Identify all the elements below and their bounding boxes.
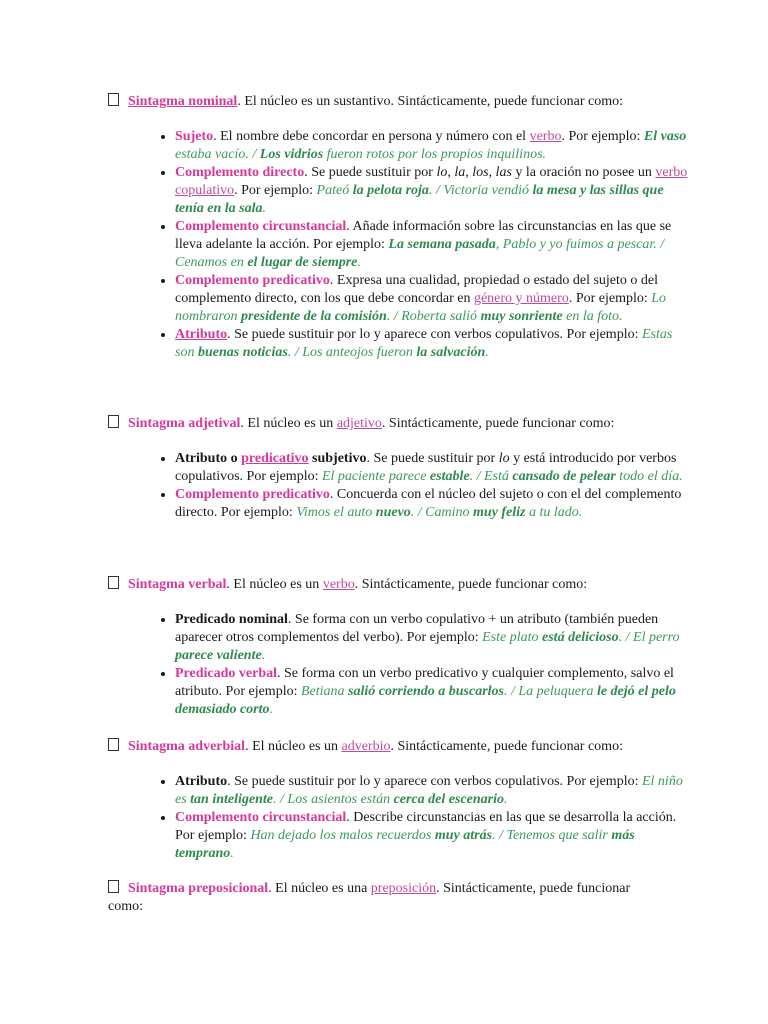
- text-span: estable: [429, 469, 470, 484]
- list-item: [175, 486, 690, 522]
- text-span: Atributo o: [175, 451, 242, 466]
- link-adverbio[interactable]: adverbio: [341, 739, 391, 754]
- text-span: Atributo: [175, 774, 228, 789]
- text-span: . / La peluquera: [504, 684, 597, 699]
- text-span: Complemento predicativo: [175, 487, 330, 502]
- text-span: lo, la, los, las: [436, 165, 512, 180]
- text-span: todo el día.: [615, 469, 683, 484]
- text-span: . / Victoria vendió: [428, 183, 533, 198]
- text-span: . Describe circunstancias en las que se desarrolla la acción. Por ejemplo:: [175, 810, 677, 843]
- text-span: . Sintácticamente, puede funcionar como:: [390, 739, 623, 754]
- link-genero-numero[interactable]: género y número: [473, 291, 569, 306]
- section-preposicional-heading: [108, 880, 668, 916]
- text-span: salió corriendo a buscarlos: [348, 684, 504, 699]
- text-span: más temprano: [175, 828, 635, 861]
- text-span: . Por ejemplo:: [568, 291, 652, 306]
- text-span: Complemento directo: [175, 165, 305, 180]
- checkbox-icon: [108, 576, 119, 589]
- text-span: . El núcleo es un: [240, 416, 337, 431]
- text-span: está delicioso: [542, 630, 619, 645]
- text-span: . / Roberta salió: [386, 309, 481, 324]
- text-span: El niño es: [175, 774, 683, 807]
- text-span: Este plato: [482, 630, 543, 645]
- text-span: . Concuerda con el núcleo del sujeto o con el del complemento directo. Por ejemplo:: [175, 487, 682, 520]
- text-span: . / Camino: [410, 505, 474, 520]
- text-span: Sintagma adjetival: [128, 416, 241, 431]
- text-span: . Se forma con un verbo predicativo y cualquier complemento, salvo el atributo. Por ejemplo:: [175, 666, 674, 699]
- checkbox-icon: [108, 93, 119, 106]
- text-span: . Se puede sustituir por: [366, 451, 499, 466]
- text-span: .: [485, 345, 489, 360]
- text-span: . El núcleo es un sustantivo. Sintácticamente, puede funcionar como:: [237, 94, 623, 109]
- text-span: . El núcleo es un: [226, 577, 323, 592]
- checkbox-icon: [108, 415, 119, 428]
- text-span: El vaso: [643, 129, 687, 144]
- text-span: muy atrás: [434, 828, 493, 843]
- text-span: . Añade información sobre las circunstancias en las que se lleva adelante la acción. Por ejemplo:: [175, 219, 672, 252]
- text-span: Betiana: [300, 684, 349, 699]
- text-span: cansado de pelear: [512, 469, 616, 484]
- link-predicativo[interactable]: predicativo: [241, 451, 309, 466]
- text-span: . Sintácticamente, puede funcionar como:: [108, 881, 631, 914]
- text-span: . El nombre debe concordar en persona y número con el: [213, 129, 530, 144]
- text-span: . Expresa una cualidad, propiedad o estado del sujeto o del complemento directo, con los que debe concordar en: [175, 273, 659, 306]
- text-span: . El núcleo es una: [268, 881, 371, 896]
- text-span: la pelota roja: [352, 183, 429, 198]
- list-item: [175, 326, 690, 362]
- text-span: muy sonriente: [480, 309, 563, 324]
- text-span: cerca del escenario: [393, 792, 505, 807]
- text-span: . Por ejemplo:: [561, 129, 644, 144]
- link-verbo[interactable]: verbo: [529, 129, 562, 144]
- text-span: . / Los asientos están: [273, 792, 394, 807]
- text-span: . / Los anteojos fueron: [287, 345, 417, 360]
- link-adjetivo[interactable]: adjetivo: [336, 416, 382, 431]
- text-span: . Se puede sustituir por: [304, 165, 437, 180]
- text-span: parece valiente: [175, 648, 262, 663]
- section-adverbial-heading: [108, 738, 668, 756]
- text-span: Sintagma adverbial: [128, 739, 246, 754]
- text-span: , Pablo y yo fuimos a pescar. / Cenamos en: [175, 237, 665, 270]
- text-span: El paciente parece: [321, 469, 430, 484]
- list-item: [175, 450, 690, 486]
- text-span: Sintagma verbal: [128, 577, 227, 592]
- list-item: [175, 164, 690, 218]
- text-span: Complemento circunstancial: [175, 219, 347, 234]
- text-span: Complemento circunstancial: [175, 810, 347, 825]
- text-span: . Se puede sustituir por lo y aparece con verbos copulativos. Por ejemplo:: [227, 774, 642, 789]
- text-span: muy feliz: [473, 505, 526, 520]
- text-span: . / El perro: [618, 630, 680, 645]
- text-span: Pateó: [316, 183, 353, 198]
- text-span: .: [261, 648, 266, 663]
- text-span: y la oración no posee un: [511, 165, 656, 180]
- text-span: .: [262, 201, 267, 216]
- text-span: en la foto.: [562, 309, 623, 324]
- section-nominal-heading: [108, 93, 668, 111]
- text-span: . / Está: [469, 469, 513, 484]
- text-span: . Se puede sustituir por lo y aparece con verbos copulativos. Por ejemplo:: [227, 327, 642, 342]
- text-span: Complemento predicativo: [175, 273, 330, 288]
- text-span: a tu lado.: [525, 505, 583, 520]
- text-span: el lugar de siempre: [247, 255, 358, 270]
- text-span: Predicado nominal: [175, 612, 288, 627]
- text-span: .: [230, 846, 234, 861]
- text-span: La semana pasada: [388, 237, 496, 252]
- text-span: Vimos el auto: [296, 505, 376, 520]
- list-item: [175, 128, 690, 164]
- link-preposicion[interactable]: preposición: [370, 881, 437, 896]
- text-span: fueron rotos por los propios inquilinos.: [323, 147, 547, 162]
- text-span: . Sintácticamente, puede funcionar como:: [381, 416, 615, 431]
- text-span: Predicado verbal: [175, 666, 278, 681]
- text-span: nuevo: [375, 505, 411, 520]
- list-item: [175, 218, 690, 272]
- section-adverbial-list: [148, 773, 690, 863]
- section-nominal-list: [148, 128, 690, 362]
- section-verbal-heading: [108, 576, 668, 594]
- section-adjetival-list: [148, 450, 690, 522]
- text-span: . Por ejemplo:: [234, 183, 317, 198]
- text-span: Lo nombraron: [175, 291, 667, 324]
- link-verbo-copulativo[interactable]: verbo copulativo: [175, 165, 688, 198]
- text-span: presidente de la comisión: [241, 309, 387, 324]
- text-span: . El núcleo es un: [245, 739, 342, 754]
- text-span: . / Tenemos que salir: [492, 828, 612, 843]
- text-span: estaba vacío. /: [175, 147, 260, 162]
- text-span: . Sintácticamente, puede funcionar como:: [354, 577, 588, 592]
- text-span: subjetivo: [308, 451, 367, 466]
- text-span: Sujeto: [175, 129, 214, 144]
- text-span: .: [269, 702, 273, 717]
- list-item: [175, 272, 690, 326]
- checkbox-icon: [108, 880, 119, 893]
- text-span: y está introducido por verbos copulativos. Por ejemplo:: [175, 451, 677, 484]
- text-span: Estas son: [175, 327, 673, 360]
- text-span: . Se forma con un verbo copulativo + un atributo (también pueden aparecer otros complementos del verbo). Por ejemplo:: [175, 612, 659, 645]
- section-adjetival-heading: [108, 415, 668, 433]
- text-span: Sintagma preposicional: [128, 881, 269, 896]
- list-item: [175, 773, 690, 809]
- text-span: le dejó el pelo demasiado corto: [175, 684, 676, 717]
- section-title: Sintagma nominal: [128, 94, 238, 109]
- text-span: Han dejado los malos recuerdos: [250, 828, 435, 843]
- text-span: Atributo: [175, 327, 228, 342]
- text-span: Los vidrios: [259, 147, 324, 162]
- checkbox-icon: [108, 738, 119, 751]
- text-span: lo: [498, 451, 510, 466]
- text-span: buenas noticias: [197, 345, 288, 360]
- link-verbo[interactable]: verbo: [322, 577, 355, 592]
- section-verbal-list: [148, 611, 690, 719]
- list-item: [175, 611, 690, 665]
- list-item: [175, 665, 690, 719]
- list-item: [175, 809, 690, 863]
- text-span: la mesa y las sillas que tenía en la sala: [175, 183, 664, 216]
- text-span: la salvación: [416, 345, 486, 360]
- text-span: .: [357, 255, 361, 270]
- text-span: tan inteligente: [190, 792, 274, 807]
- text-span: .: [504, 792, 508, 807]
